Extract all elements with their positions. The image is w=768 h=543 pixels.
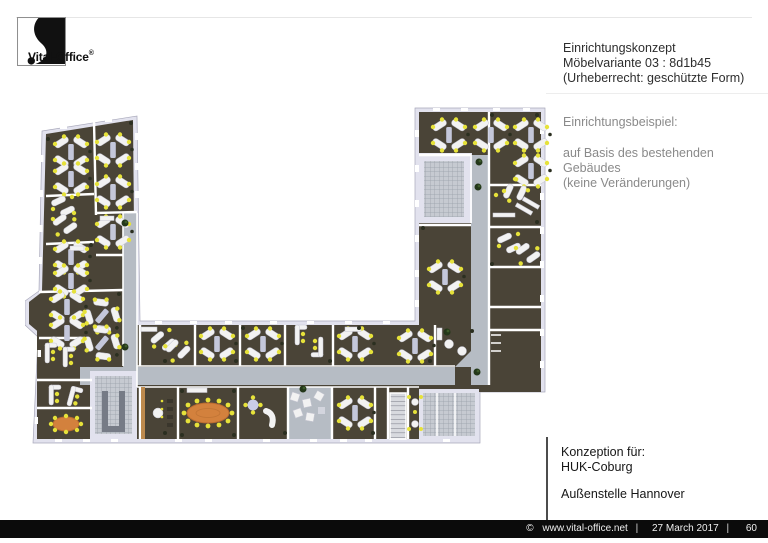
logo-wordmark bbox=[28, 50, 94, 64]
footer-date: 27 March 2017 bbox=[651, 523, 719, 534]
logo-brand: Vital-Office bbox=[28, 50, 89, 64]
footer-separator-1: | bbox=[635, 523, 639, 534]
stairwell-left bbox=[90, 371, 137, 441]
client-label: Konzeption für: bbox=[561, 445, 646, 459]
example-block bbox=[563, 115, 768, 191]
logo-registered-mark: ® bbox=[88, 50, 94, 57]
logo bbox=[17, 17, 177, 67]
stairwell-top-right bbox=[416, 153, 472, 223]
concept-header bbox=[563, 41, 744, 86]
footer-copyright-symbol: © bbox=[526, 523, 534, 534]
concept-title: Einrichtungskonzept bbox=[563, 41, 676, 55]
client-name: HUK-Coburg bbox=[561, 460, 633, 474]
footer-separator-2: | bbox=[726, 523, 730, 534]
footer-bar bbox=[0, 520, 768, 538]
conference-room-small bbox=[49, 414, 83, 434]
example-label: Einrichtungsbeispiel: bbox=[563, 115, 678, 129]
staircase-bottom bbox=[390, 393, 406, 439]
footer-url[interactable]: www.vital-office.net bbox=[542, 523, 628, 534]
atrium-bottom-right bbox=[419, 389, 479, 440]
concept-variant: Möbelvariante 03 : 8d1b45 bbox=[563, 56, 712, 70]
header-divider bbox=[546, 93, 768, 94]
example-line2: (keine Veränderungen) bbox=[563, 176, 691, 190]
footer-page-number: 60 bbox=[745, 523, 757, 534]
example-line1: auf Basis des bestehenden Gebäudes bbox=[563, 146, 714, 175]
floor-plan bbox=[25, 95, 555, 455]
client-block bbox=[546, 437, 685, 520]
concept-copyright: (Urheberrecht: geschützte Form) bbox=[563, 71, 745, 85]
client-branch: Außenstelle Hannover bbox=[561, 487, 685, 501]
